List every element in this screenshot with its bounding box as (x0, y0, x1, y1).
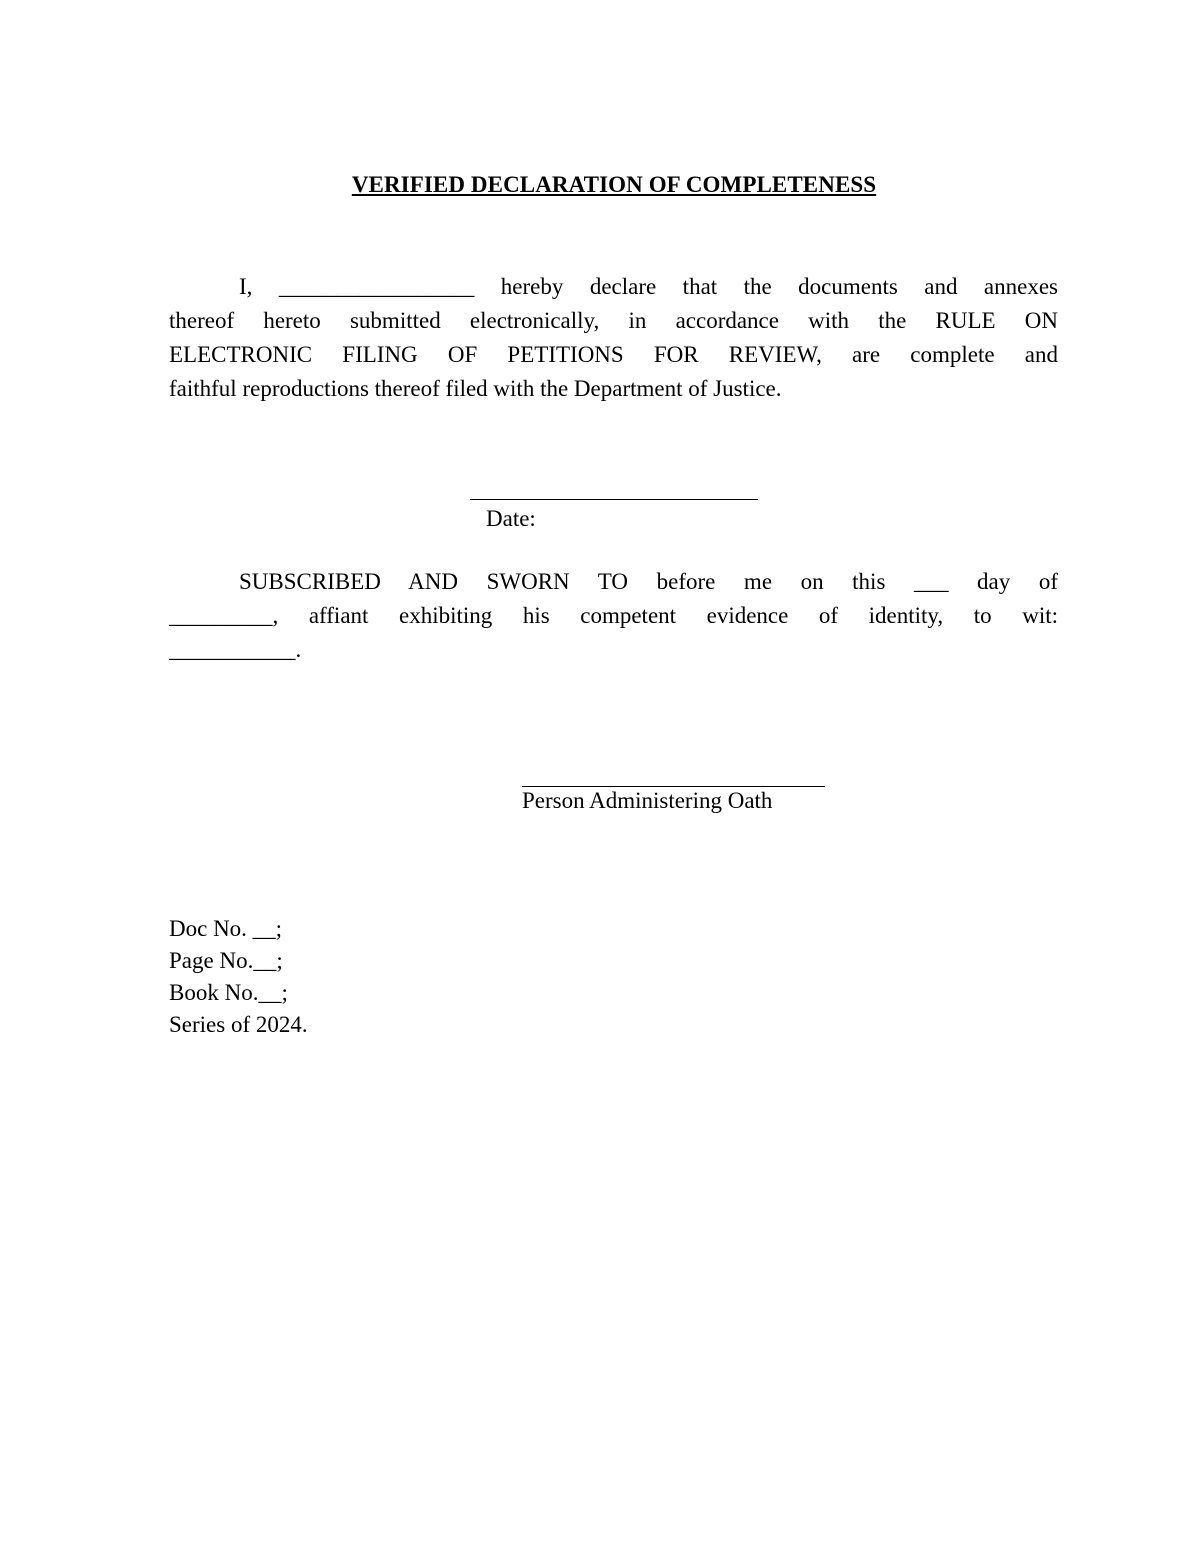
jurat-line-3: ___________. (169, 637, 302, 662)
declaration-line-2: thereof hereto submitted electronically, in accordance with the RULE ON (169, 308, 1058, 333)
oath-signature-label: Person Administering Oath (522, 788, 773, 813)
series-year: Series of 2024. (169, 1012, 308, 1037)
jurat-line-1: SUBSCRIBED AND SWORN TO before me on this ___ day of (239, 569, 1058, 594)
notarial-register (169, 913, 308, 1041)
jurat-paragraph (169, 565, 1058, 667)
document-title: VERIFIED DECLARATION OF COMPLETENESS (351, 172, 877, 197)
doc-number: Doc No. __; (169, 916, 283, 941)
affiant-signature-line (470, 499, 758, 500)
date-label: Date: (486, 506, 536, 531)
declaration-line (169, 270, 1058, 304)
declaration-line-3: ELECTRONIC FILING OF PETITIONS FOR REVIEW, are complete and (169, 342, 1058, 367)
declaration-line-4: faithful reproductions thereof filed with the Department of Justice. (169, 376, 782, 401)
jurat-line-2: _________, affiant exhibiting his competent evidence of identity, to wit: (169, 603, 1058, 628)
book-number: Book No.__; (169, 980, 288, 1005)
oath-signature-line (522, 786, 825, 787)
declaration-paragraph (169, 270, 1058, 406)
page-number: Page No.__; (169, 948, 283, 973)
declaration-line-1: I, _________________ hereby declare that the documents and annexes (239, 274, 1058, 299)
jurat-line (169, 565, 1058, 599)
